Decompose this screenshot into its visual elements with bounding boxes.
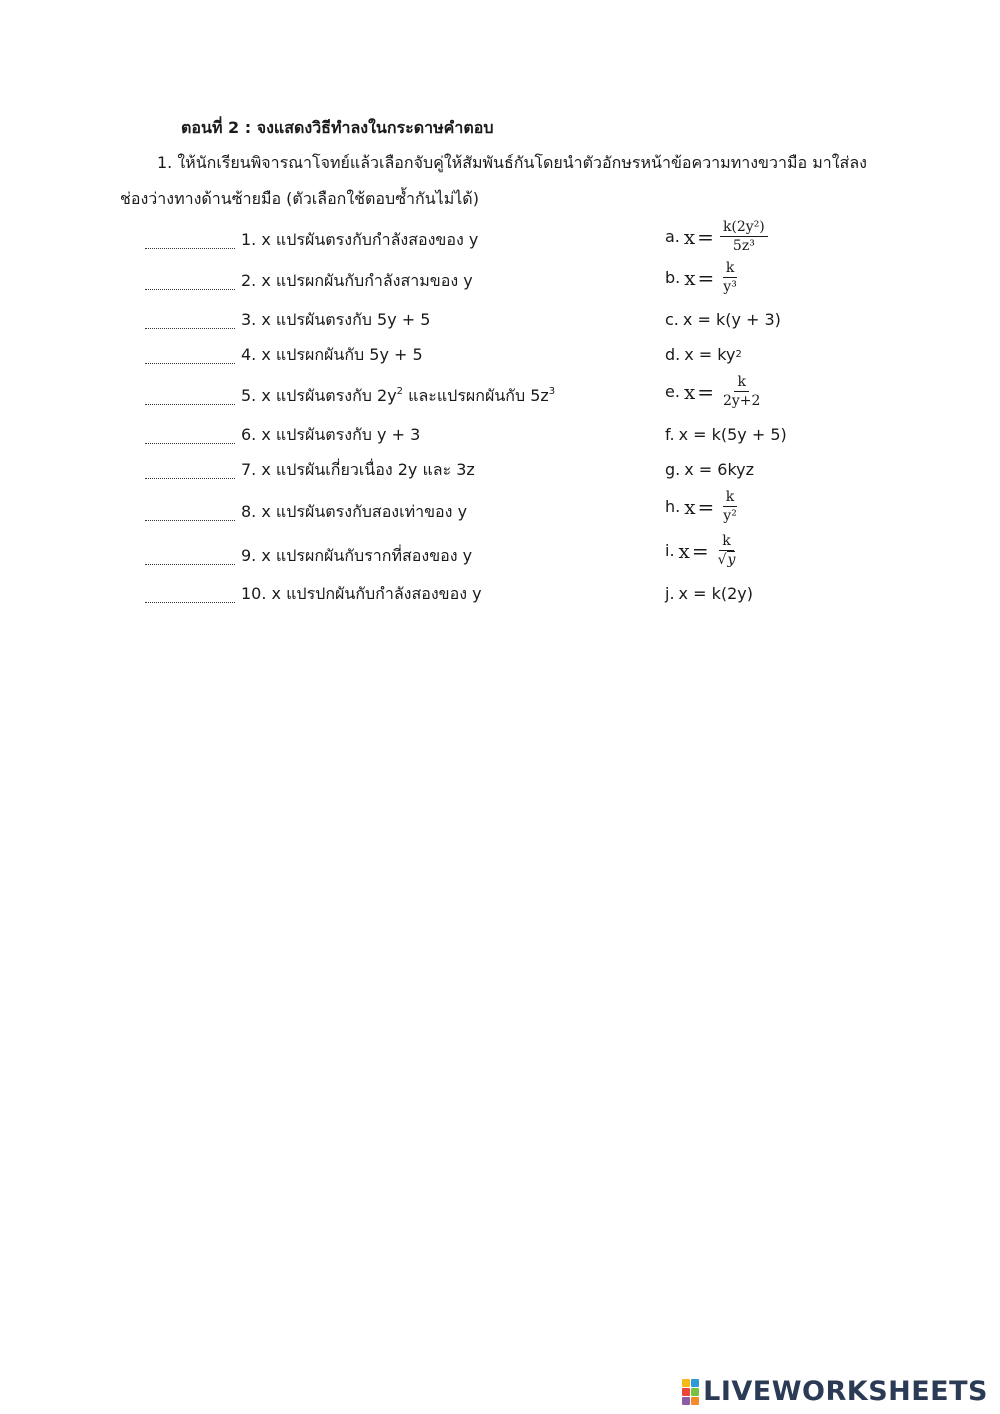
option-label: a. — [665, 227, 680, 246]
question-row-10 — [145, 582, 482, 606]
answer-blank[interactable] — [145, 549, 235, 565]
question-row-7 — [145, 458, 475, 482]
variable-x: x — [683, 379, 696, 404]
option-f — [665, 425, 787, 444]
question-text: x แปรผันตรงกับ 5y + 5 — [261, 310, 431, 329]
question-row-8 — [145, 500, 467, 524]
answer-blank[interactable] — [145, 587, 235, 603]
question-number: 1. — [241, 230, 257, 249]
variable-x: x — [683, 224, 696, 249]
question-text: x แปรผกผันกับกำลังสามของ y — [261, 271, 473, 290]
variable-x: x — [684, 494, 696, 519]
question-text: x แปรผกผันกับรากที่สองของ y — [261, 546, 473, 565]
radical-sign: √ — [717, 552, 727, 568]
question-text: x แปรผันตรงกับ y + 3 — [261, 425, 421, 444]
instruction-line-2: ช่องว่างทางด้านซ้ายมือ (ตัวเลือกใช้ตอบซ้ำกันไม่ได้) — [120, 189, 479, 208]
equals-sign: = — [697, 379, 714, 404]
answer-blank[interactable] — [145, 505, 235, 521]
radicand: y — [727, 552, 736, 568]
question-row-6 — [145, 423, 420, 447]
option-b — [665, 260, 740, 295]
option-i — [665, 533, 738, 568]
question-number: 5. — [241, 386, 257, 405]
variable-x: x — [678, 538, 690, 563]
option-label: g. — [665, 460, 681, 479]
question-row-1 — [145, 228, 478, 252]
option-formula: x = k(2y) — [678, 584, 753, 603]
answer-blank[interactable] — [145, 233, 235, 249]
question-text: x แปรผันเกี่ยวเนื่อง 2y และ 3z — [261, 460, 475, 479]
option-label: h. — [665, 497, 681, 516]
instruction-line-1: 1. ให้นักเรียนพิจารณาโจทย์แล้วเลือกจับคู่ให้สัมพันธ์กันโดยนำตัวอักษรหน้าข้อความทางขวามือ มาใส่ลง — [157, 153, 867, 172]
question-text-part-b: และแปรผกผันกับ 5z — [403, 386, 549, 405]
option-formula: x = ky — [684, 345, 736, 364]
question-text: x แปรผันตรงกับสองเท่าของ y — [261, 502, 468, 521]
equals-sign: = — [697, 224, 714, 249]
question-text: x แปรผันตรงกับกำลังสองของ y — [261, 230, 479, 249]
option-label: c. — [665, 310, 679, 329]
option-h — [665, 489, 740, 524]
question-number: 8. — [241, 502, 257, 521]
option-label: j. — [665, 584, 675, 603]
equals-sign: = — [697, 265, 715, 290]
option-label: e. — [665, 382, 680, 401]
option-c — [665, 310, 781, 329]
option-j — [665, 584, 753, 603]
option-d: d. x = ky 2 — [665, 345, 742, 364]
option-a — [665, 219, 768, 254]
denominator: y³ — [723, 279, 737, 295]
option-g — [665, 460, 754, 479]
answer-blank[interactable] — [145, 428, 235, 444]
numerator: k — [719, 533, 733, 551]
denominator: y² — [723, 508, 737, 524]
superscript: 2 — [396, 386, 404, 397]
variable-x: x — [684, 265, 696, 290]
denominator: 5z³ — [732, 238, 755, 254]
liveworksheets-logo[interactable] — [682, 1376, 988, 1407]
question-text: x แปรปกผันกับกำลังสองของ y — [271, 584, 482, 603]
answer-blank[interactable] — [145, 348, 235, 364]
option-label: b. — [665, 268, 681, 287]
numerator: k(2y²) — [720, 219, 768, 237]
denominator: 2y+2 — [722, 393, 761, 409]
question-number: 7. — [241, 460, 257, 479]
question-row-9 — [145, 544, 472, 568]
superscript: 3 — [548, 386, 556, 397]
question-number: 6. — [241, 425, 257, 444]
option-label: d. — [665, 345, 681, 364]
question-text: x แปรผกผันกับ 5y + 5 — [261, 345, 423, 364]
option-e — [665, 374, 763, 409]
numerator: k — [723, 260, 737, 278]
numerator: k — [734, 374, 748, 392]
fraction — [715, 533, 739, 568]
question-row-3 — [145, 308, 430, 332]
question-number: 9. — [241, 546, 257, 565]
equals-sign: = — [691, 538, 709, 563]
answer-blank[interactable] — [145, 274, 235, 290]
fraction — [720, 260, 740, 295]
question-row-4 — [145, 343, 423, 367]
brand-name: LIVEWORKSHEETS — [703, 1376, 988, 1407]
option-label: f. — [665, 425, 675, 444]
question-row-2 — [145, 269, 473, 293]
option-label: i. — [665, 541, 675, 560]
question-row-5 — [145, 384, 555, 408]
section-title: ตอนที่ 2 : จงแสดงวิธีทำลงในกระดาษคำตอบ — [181, 118, 494, 137]
answer-blank[interactable] — [145, 313, 235, 329]
fraction — [720, 219, 768, 254]
answer-blank[interactable] — [145, 389, 235, 405]
question-number: 10. — [241, 584, 267, 603]
square-root — [715, 551, 739, 568]
question-number: 4. — [241, 345, 257, 364]
fraction — [720, 374, 763, 409]
answer-blank[interactable] — [145, 463, 235, 479]
numerator: k — [723, 489, 737, 507]
question-number: 3. — [241, 310, 257, 329]
question-number: 2. — [241, 271, 257, 290]
option-formula: x = 6kyz — [684, 460, 755, 479]
fraction — [720, 489, 740, 524]
option-formula: x = k(y + 3) — [682, 310, 781, 329]
equals-sign: = — [697, 494, 715, 519]
option-formula: x = k(5y + 5) — [678, 425, 787, 444]
question-text-part-a: x แปรผันตรงกับ 2y — [261, 386, 397, 405]
logo-icon — [682, 1379, 699, 1405]
